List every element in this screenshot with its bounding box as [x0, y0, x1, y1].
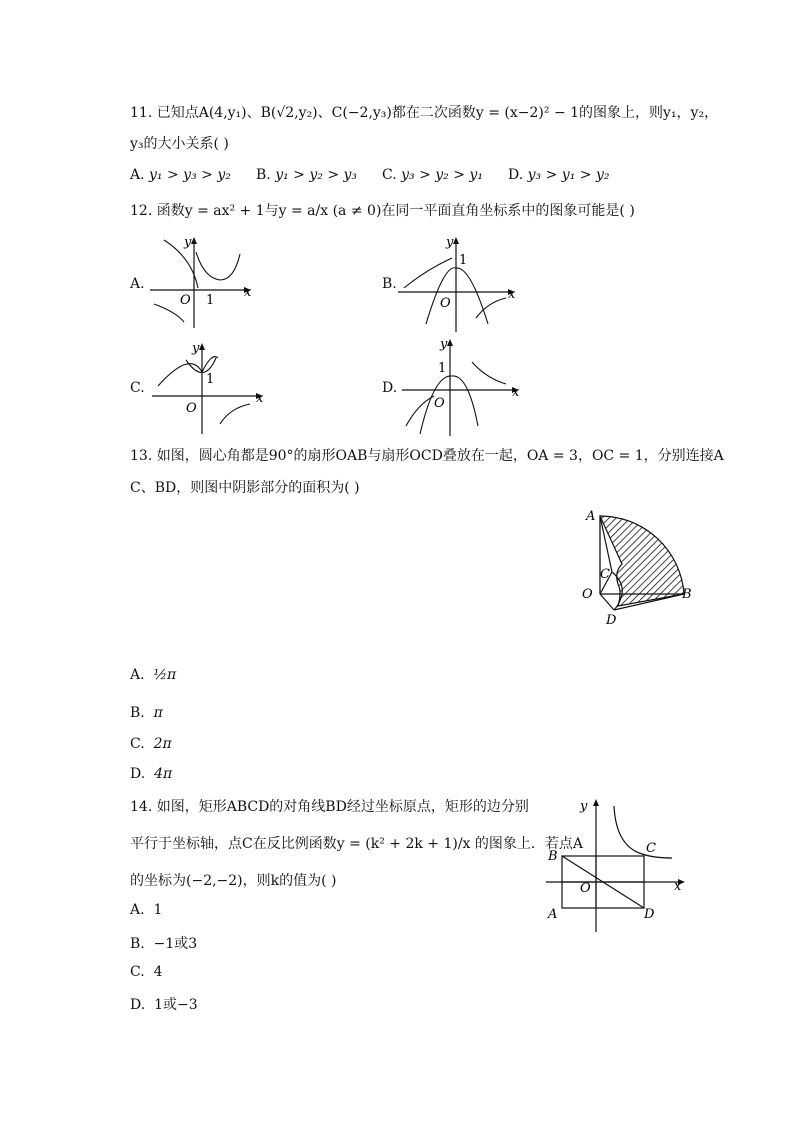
q14-figure — [542, 794, 702, 936]
y-axis-arrow — [191, 237, 197, 244]
option-text: 1 — [153, 902, 163, 918]
option-key: A. — [130, 667, 145, 683]
q12-stem: 12. 函数y = ax² + 1与y = a/x (a ≠ 0)在同一平面直角坐标系中的图象可能是( ) — [130, 203, 635, 219]
hyperbola-branch — [404, 258, 452, 288]
q12-option-b-key[interactable]: B. — [382, 276, 397, 292]
option-text: y₁ > y₂ > y₃ — [275, 167, 358, 183]
option-text: π — [153, 705, 163, 721]
option-text: 4 — [153, 964, 163, 980]
q14-option-a[interactable] — [130, 902, 162, 918]
q14-option-d[interactable] — [130, 994, 198, 1014]
tick-label: 1 — [438, 361, 447, 376]
point-d-label: D — [606, 613, 617, 628]
q11-option-b[interactable] — [256, 167, 357, 183]
x-axis-label: x — [244, 285, 252, 300]
option-text: 4π — [154, 766, 173, 782]
y-axis-arrow — [593, 799, 599, 806]
tick-label: 1 — [206, 372, 215, 387]
parabola — [426, 268, 488, 324]
y-axis-arrow — [453, 237, 459, 244]
option-text: y₃ > y₁ > y₂ — [527, 167, 610, 183]
parabola — [196, 252, 240, 280]
hyperbola-branch — [472, 362, 506, 384]
origin-label: O — [180, 293, 191, 308]
parabola — [420, 376, 478, 434]
hyperbola-branch — [220, 404, 250, 424]
point-b-label: B — [548, 849, 558, 864]
point-d-label: D — [644, 907, 655, 922]
q14-line3: 的坐标为(−2,−2)，则k的值为( ) — [130, 873, 337, 889]
q14-line2: 平行于坐标轴，点C在反比例函数y = (k² + 2k + 1)/x 的图象上．若点A — [130, 836, 584, 852]
q11-option-a[interactable] — [130, 167, 231, 183]
y-axis-label: y — [580, 799, 588, 814]
q13-option-a[interactable] — [130, 667, 176, 683]
origin-label: O — [440, 296, 451, 311]
q12-option-d-key[interactable]: D. — [382, 380, 398, 396]
point-a-label: A — [586, 509, 596, 524]
y-axis-label: y — [446, 235, 454, 250]
option-key: C. — [130, 964, 145, 980]
point-b-label: B — [682, 587, 692, 602]
y-axis-label: y — [184, 235, 192, 250]
q11-option-c[interactable] — [382, 167, 483, 183]
option-key: A. — [130, 167, 145, 183]
q11-line2: y₃的大小关系( ) — [130, 136, 229, 152]
q13-line2: C、BD，则图中阴影部分的面积为( ) — [130, 480, 360, 496]
option-text: 2π — [153, 736, 172, 752]
shaded-region — [600, 516, 684, 606]
q14-option-c[interactable] — [130, 964, 163, 980]
q12-graph-c[interactable] — [150, 338, 270, 438]
point-a-label: A — [548, 907, 558, 922]
option-key: B. — [130, 936, 145, 952]
x-axis-label: x — [256, 391, 264, 406]
q11-option-d[interactable] — [508, 167, 609, 183]
x-axis-label: x — [674, 879, 682, 894]
y-axis-arrow — [199, 343, 205, 350]
x-axis-label: x — [512, 385, 520, 400]
q12-graph-b[interactable] — [396, 232, 526, 337]
q11-line1: 11. 已知点A(4,y₁)、B(√2,y₂)、C(−2,y₃)都在二次函数y = (x−2)² − 1的图象上，则y₁，y₂， — [130, 105, 719, 121]
option-key: C. — [382, 167, 397, 183]
q14-line1: 14. 如图，矩形ABCD的对角线BD经过坐标原点，矩形的边分别 — [130, 799, 529, 815]
origin-label: O — [580, 881, 591, 896]
point-c-label: C — [646, 841, 656, 856]
y-axis-label: y — [192, 341, 200, 356]
q13-line1: 13. 如图，圆心角都是90°的扇形OAB与扇形OCD叠放在一起，OA = 3，OC = 1，分别连接A — [130, 448, 724, 464]
option-text: ½π — [153, 667, 177, 683]
q12-graph-d[interactable] — [400, 334, 530, 440]
point-o-label: O — [582, 587, 593, 602]
option-key: B. — [130, 705, 145, 721]
q12-option-c-key[interactable]: C. — [130, 380, 145, 396]
q13-figure — [578, 506, 698, 630]
q13-option-c[interactable] — [130, 736, 172, 752]
tick-label: 1 — [459, 253, 468, 268]
y-axis-label: y — [440, 337, 448, 352]
origin-label: O — [186, 401, 197, 416]
hyperbola-branch — [164, 240, 198, 288]
option-key: B. — [256, 167, 271, 183]
option-text: y₃ > y₂ > y₁ — [401, 167, 483, 183]
hyperbola — [614, 806, 672, 858]
x-axis-label: x — [508, 287, 516, 302]
option-key: A. — [130, 902, 145, 918]
q14-option-b[interactable] — [130, 933, 197, 953]
option-text: 1或−3 — [154, 997, 198, 1013]
point-c-label: C — [600, 567, 610, 582]
option-key: D. — [130, 766, 146, 782]
option-text: y₁ > y₃ > y₂ — [149, 167, 231, 183]
option-key: C. — [130, 736, 145, 752]
tick-label: 1 — [206, 293, 215, 308]
y-axis-arrow — [447, 339, 453, 346]
option-key: D. — [508, 167, 524, 183]
q12-option-a-key[interactable]: A. — [130, 276, 145, 292]
origin-label: O — [434, 396, 445, 411]
q12-graph-a[interactable] — [148, 232, 258, 332]
q13-option-b[interactable] — [130, 705, 163, 721]
option-text: −1或3 — [153, 936, 198, 952]
radius-od — [600, 594, 614, 610]
q13-option-d[interactable] — [130, 766, 172, 782]
option-key: D. — [130, 997, 146, 1013]
